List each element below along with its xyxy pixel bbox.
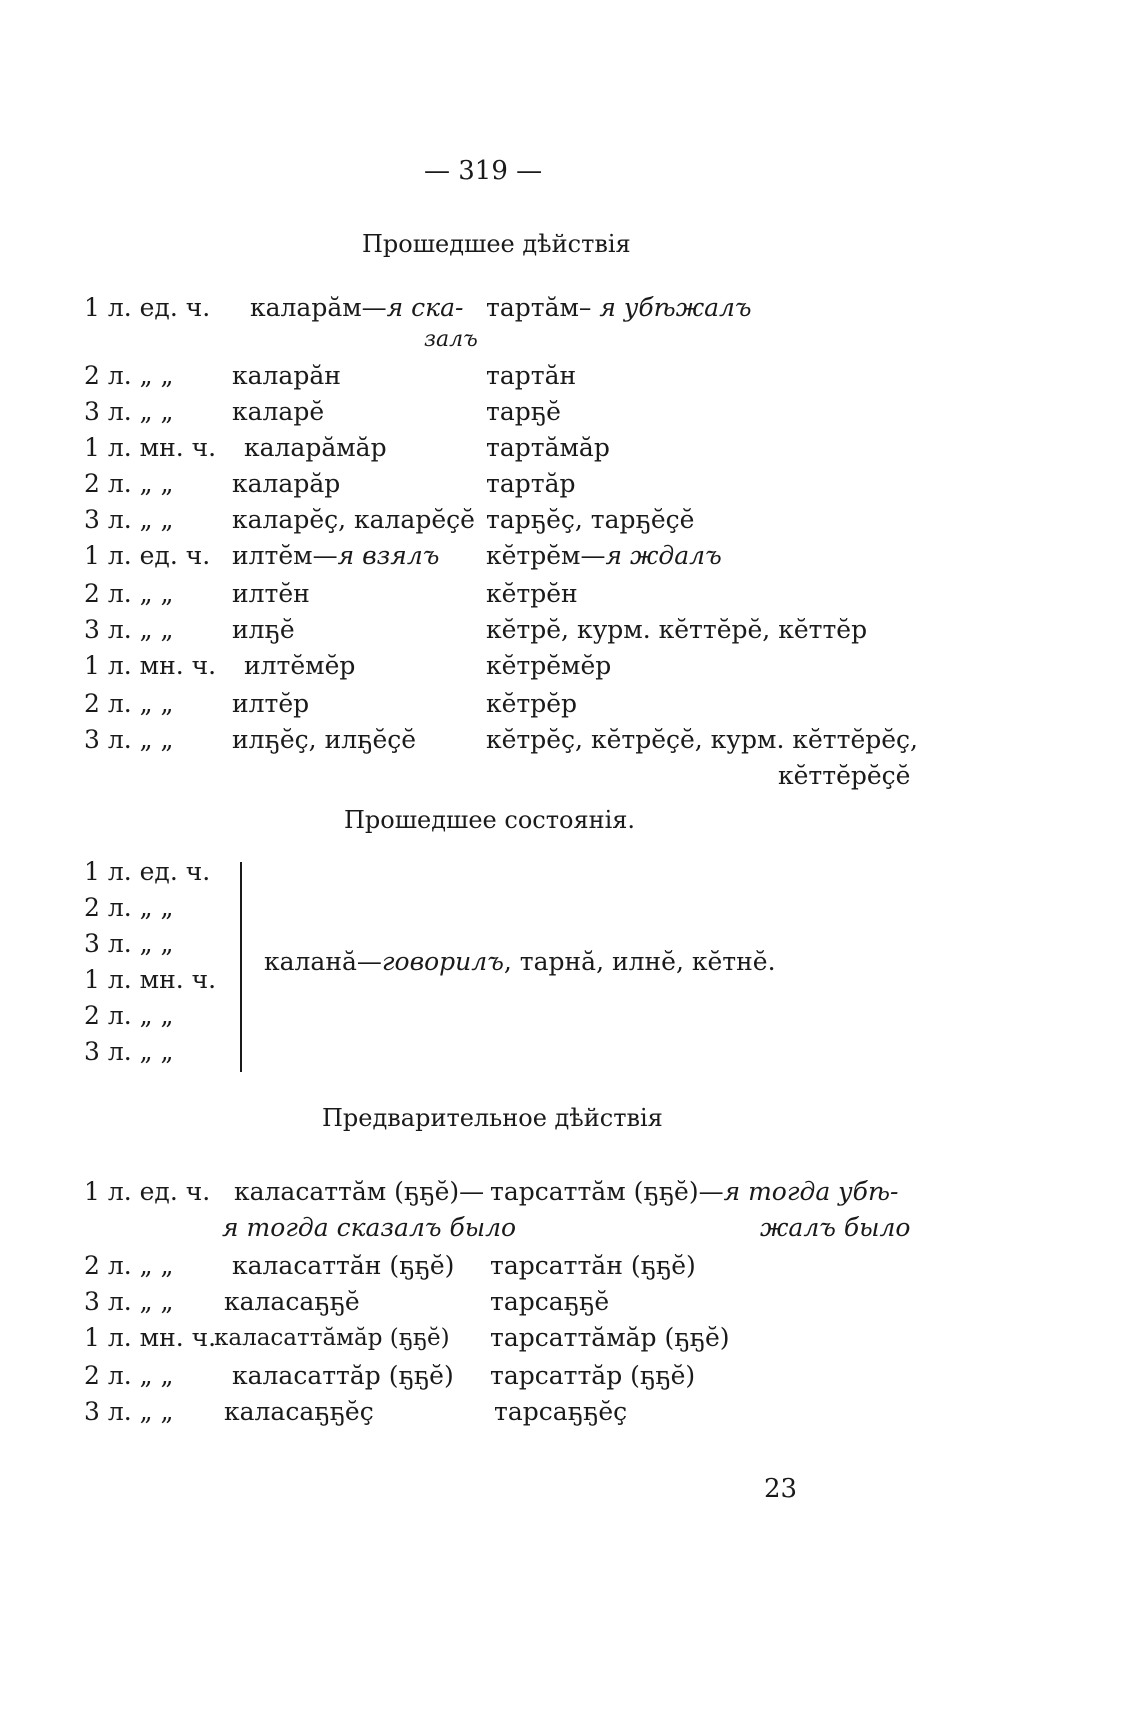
form-cell: каларăм—я ска- — [250, 293, 464, 322]
form-cell: илҕĕç, илҕĕçĕ — [232, 725, 417, 754]
form-cell: тарсаттăмăр (ҕҕĕ) — [490, 1323, 730, 1352]
person-label: 2 л. „ „ — [84, 469, 174, 498]
form-cell: каласаҕҕĕç — [224, 1397, 374, 1426]
form-cell: илтĕмĕр — [244, 651, 356, 680]
person-label: 1 л. ед. ч. — [84, 857, 211, 886]
section-heading: Прошедшее дѣйствія — [362, 230, 631, 258]
form-cell: каларĕ — [232, 397, 325, 426]
state-forms: каланă—говорилъ, тарнă, илнĕ, кĕтнĕ. — [264, 947, 776, 976]
form-cell: кĕтрĕ, курм. кĕттĕрĕ, кĕттĕр — [486, 615, 868, 644]
form-cell: каларăмăр — [244, 433, 387, 462]
gloss-continuation: залъ — [424, 327, 478, 352]
footer-number: 23 — [764, 1474, 798, 1504]
person-label: 3 л. „ „ — [84, 725, 174, 754]
person-label: 3 л. „ „ — [84, 615, 174, 644]
section-heading: Предварительное дѣйствія — [322, 1104, 663, 1132]
person-label: 1 л. мн. ч. — [84, 433, 217, 462]
person-label: 3 л. „ „ — [84, 505, 174, 534]
person-label: 2 л. „ „ — [84, 893, 174, 922]
person-label: 1 л. ед. ч. — [84, 293, 211, 322]
person-label: 1 л. мн. ч. — [84, 1323, 217, 1352]
brace-bracket — [226, 862, 242, 1072]
form-cell: илтĕм—я взялъ — [232, 541, 440, 570]
person-label: 3 л. „ „ — [84, 397, 174, 426]
form-cell: тарҕĕç, тарҕĕçĕ — [486, 505, 695, 534]
page-number: — 319 — — [424, 156, 543, 186]
form-cell: тартăм– я убѣжалъ — [486, 293, 752, 322]
form-cell: тарсаттăн (ҕҕĕ) — [490, 1251, 696, 1280]
form-cell: илҕĕ — [232, 615, 295, 644]
form-cell: кĕтрĕр — [486, 689, 578, 718]
form-cell: илтĕн — [232, 579, 310, 608]
form-cell: кĕтрĕм—я ждалъ — [486, 541, 722, 570]
person-label: 3 л. „ „ — [84, 1037, 174, 1066]
form-cell: каласаттăм (ҕҕĕ)— — [234, 1177, 485, 1206]
gloss-continuation: я тогда сказалъ было — [222, 1213, 517, 1242]
person-label: 1 л. мн. ч. — [84, 965, 217, 994]
person-label: 2 л. „ „ — [84, 1361, 174, 1390]
form-cell: кĕтрĕç, кĕтрĕçĕ, курм. кĕттĕрĕç, — [486, 725, 918, 754]
person-label: 2 л. „ „ — [84, 579, 174, 608]
form-cell: тартăн — [486, 361, 577, 390]
gloss-continuation: жалъ было — [760, 1213, 911, 1242]
form-cell: каларĕç, каларĕçĕ — [232, 505, 475, 534]
form-cell: каласаҕҕĕ — [224, 1287, 360, 1316]
person-label: 1 л. ед. ч. — [84, 541, 211, 570]
form-cell: каларăр — [232, 469, 341, 498]
form-cell: каласаттăмăр (ҕҕĕ) — [214, 1325, 450, 1351]
form-cell: тарсаттăр (ҕҕĕ) — [490, 1361, 696, 1390]
person-label: 3 л. „ „ — [84, 1397, 174, 1426]
form-continuation: кĕттĕрĕçĕ — [778, 761, 911, 790]
form-cell: каласаттăр (ҕҕĕ) — [232, 1361, 454, 1390]
form-cell: тарсаҕҕĕç — [494, 1397, 628, 1426]
person-label: 2 л. „ „ — [84, 689, 174, 718]
person-label: 1 л. ед. ч. — [84, 1177, 211, 1206]
person-label: 3 л. „ „ — [84, 1287, 174, 1316]
form-cell: кĕтрĕн — [486, 579, 578, 608]
person-label: 2 л. „ „ — [84, 361, 174, 390]
form-cell: илтĕр — [232, 689, 310, 718]
form-cell: тартăмăр — [486, 433, 610, 462]
form-cell: тарсаҕҕĕ — [490, 1287, 610, 1316]
person-label: 3 л. „ „ — [84, 929, 174, 958]
form-cell: кĕтрĕмĕр — [486, 651, 612, 680]
form-cell: тартăр — [486, 469, 576, 498]
person-label: 2 л. „ „ — [84, 1001, 174, 1030]
form-cell: каларăн — [232, 361, 341, 390]
form-cell: тарсаттăм (ҕҕĕ)—я тогда убѣ- — [490, 1177, 899, 1206]
form-cell: тарҕĕ — [486, 397, 561, 426]
person-label: 2 л. „ „ — [84, 1251, 174, 1280]
form-cell: каласаттăн (ҕҕĕ) — [232, 1251, 455, 1280]
section-heading: Прошедшее состоянія. — [344, 806, 636, 834]
person-label: 1 л. мн. ч. — [84, 651, 217, 680]
